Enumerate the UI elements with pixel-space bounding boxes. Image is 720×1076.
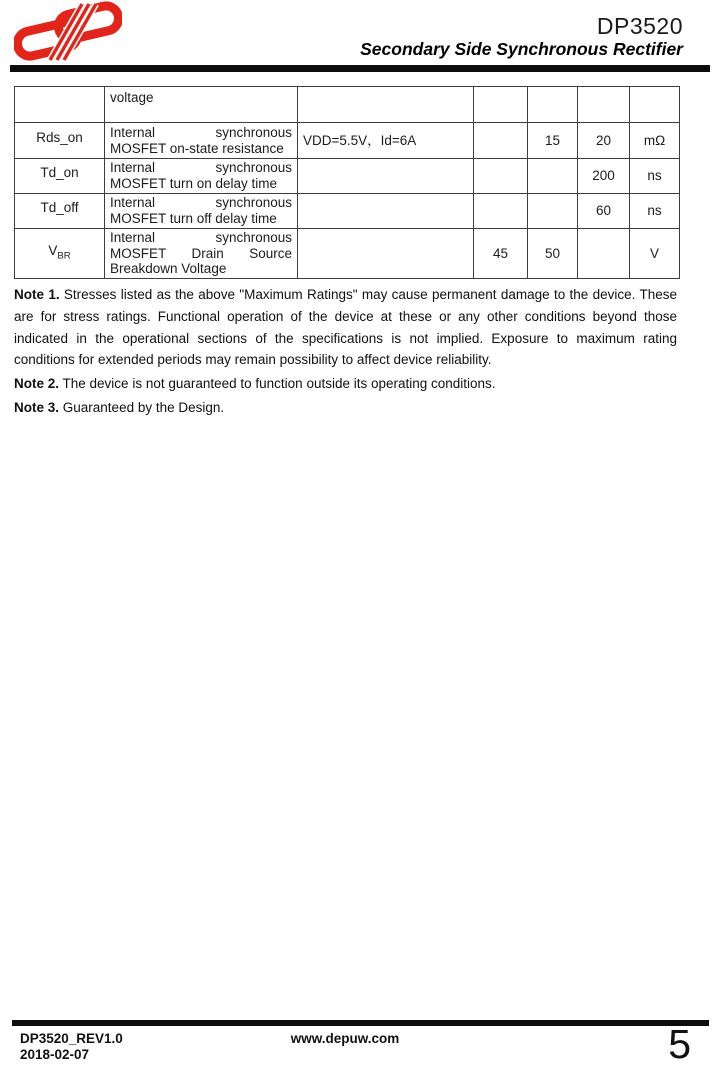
note-1	[14, 284, 677, 371]
description-cell: voltage	[105, 87, 298, 123]
header-title-block	[360, 13, 683, 60]
unit-cell	[630, 87, 680, 123]
unit-cell: V	[630, 229, 680, 279]
unit-cell: ns	[630, 194, 680, 229]
note-3-text: Guaranteed by the Design.	[62, 399, 225, 415]
typ-cell	[528, 194, 578, 229]
symbol-cell	[15, 87, 105, 123]
min-cell	[474, 87, 528, 123]
typ-cell	[528, 87, 578, 123]
symbol-text: Td_off	[40, 200, 79, 216]
typ-cell: 15	[528, 123, 578, 159]
note-2-label: Note 2.	[14, 376, 60, 392]
note-3-label: Note 3.	[14, 399, 60, 415]
description-cell: Internal synchronous MOSFET on-state resistance	[105, 123, 298, 159]
max-cell: 20	[578, 123, 630, 159]
conditions-cell	[298, 229, 474, 279]
unit-cell: mΩ	[630, 123, 680, 159]
min-cell	[474, 123, 528, 159]
description-cell: Internal synchronous MOSFET turn off delay time	[105, 194, 298, 229]
note-2	[14, 373, 677, 395]
unit-cell: ns	[630, 159, 680, 194]
max-cell: 60	[578, 194, 630, 229]
description-cell: Internal synchronous MOSFET turn on delay time	[105, 159, 298, 194]
header-rule	[10, 65, 710, 72]
min-cell	[474, 159, 528, 194]
page-title: DP3520	[596, 13, 683, 39]
page-number: 5	[668, 1021, 691, 1067]
conditions-cell	[298, 87, 474, 123]
note-1-text: Stresses listed as the above "Maximum Ratings" may cause permanent damage to the device. These are for stress ratings. Functional operation of the device at these or any other conditions beyond those indicated in the operational sections of the specifications is not implied. Exposure to maximum rating conditions for extended periods may remain possibility to affect device reliability.	[14, 287, 677, 368]
company-logo	[14, 1, 122, 67]
symbol-cell	[15, 229, 105, 279]
footer-rule	[12, 1020, 709, 1026]
symbol-text: Rds_on	[36, 129, 83, 145]
note-1-label: Note 1.	[14, 287, 60, 302]
depuw-chain-link-logo-icon	[14, 1, 122, 62]
typ-cell: 50	[528, 229, 578, 279]
symbol-subscript: BR	[57, 250, 71, 262]
table-row-td-on	[15, 159, 680, 194]
footer-revision: DP3520_REV1.0	[20, 1031, 123, 1046]
symbol-cell	[15, 159, 105, 194]
min-cell	[474, 194, 528, 229]
min-cell: 45	[474, 229, 528, 279]
conditions-cell	[298, 159, 474, 194]
footer-date: 2018-02-07	[20, 1047, 90, 1062]
description-cell: Internal synchronous MOSFET Drain Source Breakdown Voltage	[105, 229, 298, 279]
footer-website: www.depuw.com	[290, 1031, 400, 1046]
conditions-cell: VDD=5.5V，Id=6A	[298, 123, 474, 159]
conditions-cell	[298, 194, 474, 229]
symbol-cell	[15, 194, 105, 229]
spec-table	[14, 86, 680, 279]
note-3	[14, 397, 677, 419]
symbol-cell	[15, 123, 105, 159]
table-row-vbr	[15, 229, 680, 279]
note-2-text: The device is not guaranteed to function outside its operating conditions.	[62, 376, 496, 392]
typ-cell	[528, 159, 578, 194]
table-row-voltage-continuation	[15, 87, 680, 123]
max-cell	[578, 229, 630, 279]
max-cell: 200	[578, 159, 630, 194]
max-cell	[578, 87, 630, 123]
notes-section	[14, 284, 677, 421]
table-row-rds-on	[15, 123, 680, 159]
table-row-td-off	[15, 194, 680, 229]
page-subtitle: Secondary Side Synchronous Rectifier	[360, 39, 683, 59]
symbol-text: V	[48, 242, 58, 258]
symbol-text: Td_on	[40, 165, 79, 181]
